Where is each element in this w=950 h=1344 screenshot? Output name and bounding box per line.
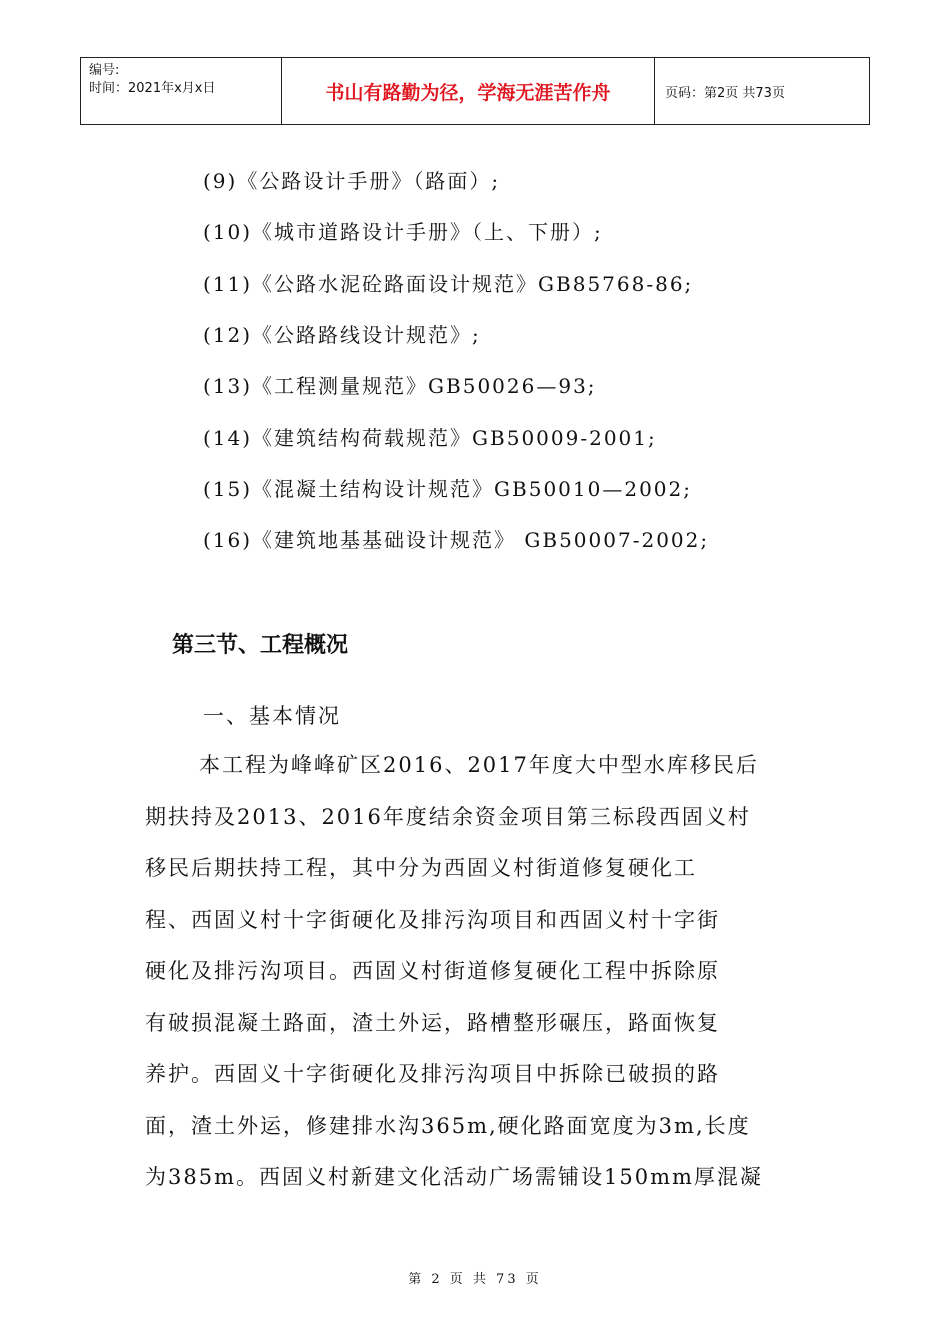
reference-item: (9)《公路设计手册》（路面）;: [203, 169, 501, 193]
paragraph-line: 期扶持及2013、2016年度结余资金项目第三标段西固义村: [145, 804, 751, 829]
reference-item: (13)《工程测量规范》GB50026—93;: [203, 374, 597, 398]
section-title: 第三节、工程概况: [172, 633, 349, 658]
reference-item: (16)《建筑地基基础设计规范》 GB50007-2002;: [203, 528, 710, 552]
header-motto: 书山有路勤为径，学海无涯苦作舟: [282, 58, 655, 124]
paragraph-line: 本工程为峰峰矿区2016、2017年度大中型水库移民后: [199, 753, 759, 777]
paragraph-line: 有破损混凝土路面，渣土外运，路槽整形碾压，路面恢复: [145, 1010, 720, 1035]
page-header: [80, 57, 870, 125]
body-paragraph: [145, 740, 795, 1204]
reference-item: (10)《城市道路设计手册》（上、下册）;: [203, 220, 603, 244]
number-label: 编号:: [89, 63, 120, 78]
paragraph-line: 为385m。西固义村新建文化活动广场需铺设150mm厚混凝: [145, 1165, 763, 1189]
date-label: 时间：2021年x月x日: [89, 81, 216, 96]
paragraph-line: 面，渣土外运，修建排水沟365m,硬化路面宽度为3m,长度: [145, 1113, 751, 1138]
paragraph-line: 移民后期扶持工程，其中分为西固义村街道修复硬化工: [145, 856, 697, 880]
reference-item: (14)《建筑结构荷载规范》GB50009-2001;: [203, 426, 657, 450]
page-footer: 第 2 页 共 73 页: [408, 1272, 542, 1287]
paragraph-line: 养护。西固义十字街硬化及排污沟项目中拆除已破损的路: [145, 1062, 720, 1086]
subsection-title: 一、基本情况: [203, 704, 341, 728]
header-meta: [81, 58, 282, 124]
reference-item: (11)《公路水泥砼路面设计规范》GB85768-86;: [203, 272, 694, 296]
reference-item: (15)《混凝土结构设计规范》GB50010—2002;: [203, 477, 692, 501]
paragraph-line: 程、西固义村十字街硬化及排污沟项目和西固义村十字街: [145, 907, 720, 932]
paragraph-line: 硬化及排污沟项目。西固义村街道修复硬化工程中拆除原: [145, 959, 720, 983]
reference-item: (12)《公路路线设计规范》;: [203, 323, 481, 347]
header-page-info: 页码：第2页 共73页: [665, 85, 785, 101]
